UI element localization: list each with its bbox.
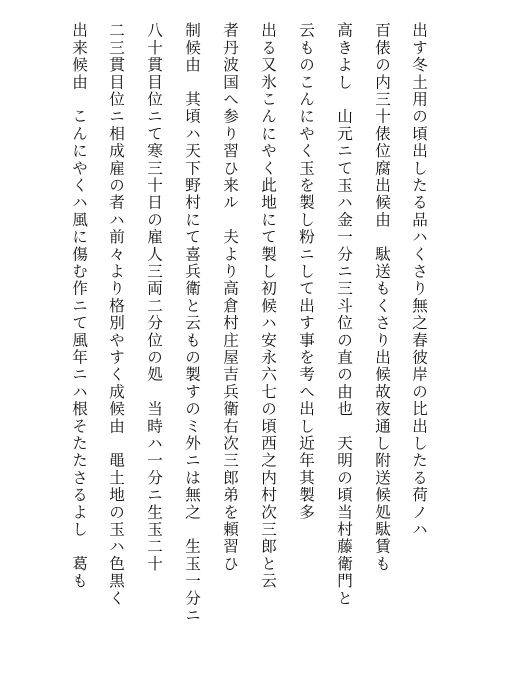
- text-column-6: 者丹波国へ参り習ひ来ル 夫より高倉村庄屋吉兵衛右次三郎弟を頼習ひ: [221, 22, 239, 573]
- text-column-7: 制候由 其頃ハ天下野村にて喜兵衛と云もの製すのミ外ニは無之 生玉一分ニ: [183, 22, 201, 624]
- text-column-8: 八十貫目位ニて寒三十日の雇人三両二分位の処 当時ハ一分ニ生玉二十: [145, 22, 163, 573]
- text-column-5: 出る又氷こんにやく此地にて製し初候ハ安永六七の頃西之内村次三郎と云: [259, 22, 277, 590]
- text-column-3: 高きよし 山元ニて玉ハ金一分ニ三斗位の直の由也 天明の頃当村藤衛門と: [335, 22, 353, 607]
- text-column-9: 二三貫目位ニ相成雇の者ハ前々より格別やすく成候由 黽土地の玉ハ色黒く: [107, 22, 125, 607]
- text-column-4: 云ものこんにやく玉を製し粉ニして出す事を考へ出し近年其製多: [297, 22, 315, 521]
- text-column-10: 出来候由 こんにやくハ風に傷む作ニて風年ニハ根そたたさるよし 葛も: [70, 22, 88, 590]
- text-column-1: 出す冬土用の頃出したる品ハくさり無之春彼岸の比出したる荷ノハ: [410, 22, 428, 538]
- text-column-2: 百俵の内三十俵位腐出候由 駄送もくさり出候故夜通し附送候処駄賃も: [373, 22, 391, 573]
